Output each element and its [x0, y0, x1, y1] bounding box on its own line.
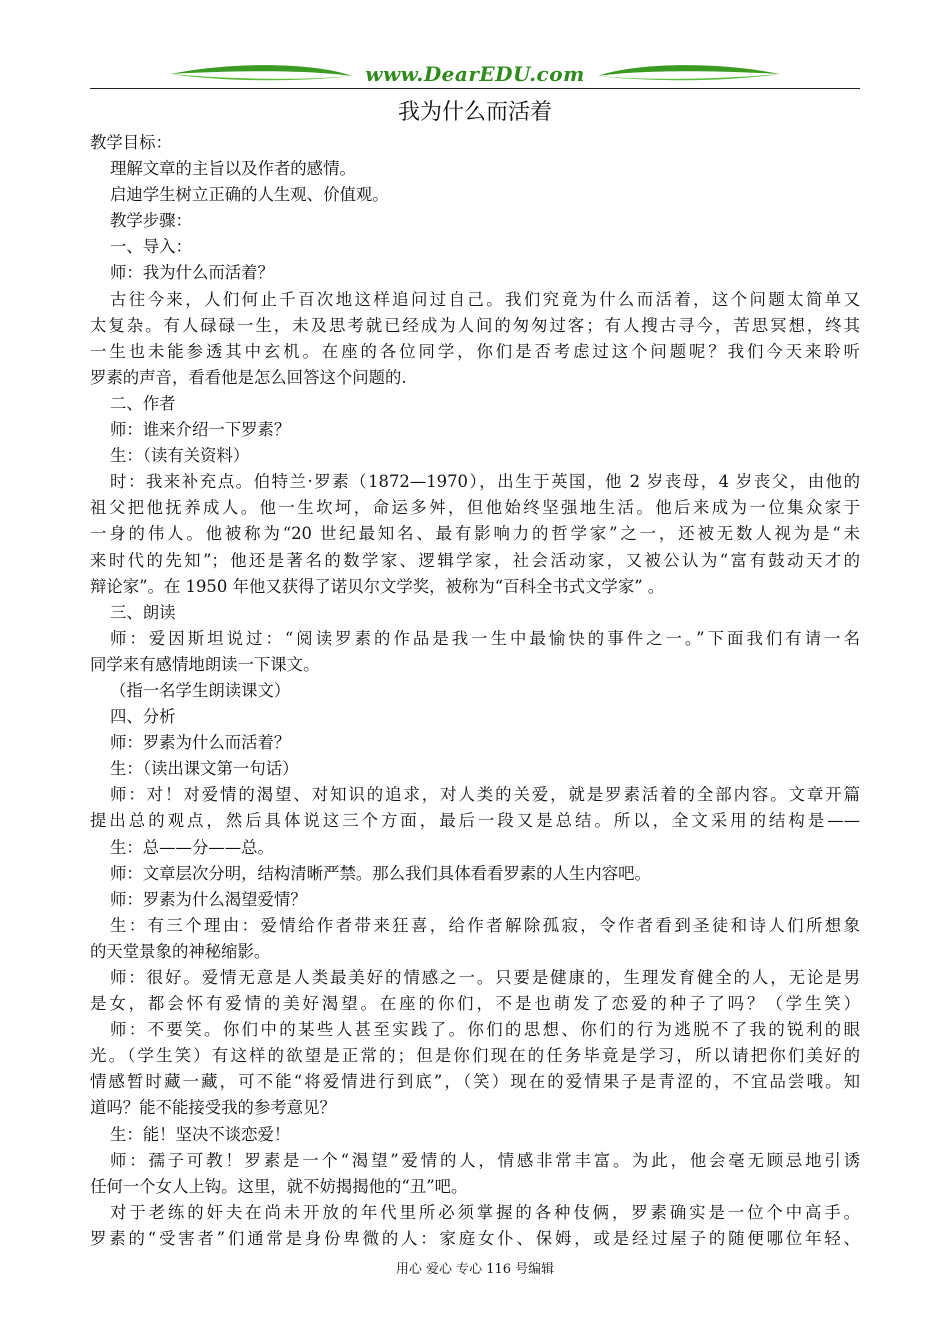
text-line: 来时代的先知”；他还是著名的数学家、逻辑学家，社会活动家，又被公认为“富有鼓动天才的: [90, 550, 860, 570]
text-line: 情感暂时藏一藏，可不能“将爱情进行到底”，（笑）现在的爱情果子是青涩的，不宜品尝哦。知: [90, 1072, 860, 1092]
text-line: 太复杂。有人碌碌一生，未及思考就已经成为人间的匆匆过客；有人搜古寻今，苦思冥想，终其: [90, 315, 860, 335]
text-line: 一、导入：: [110, 237, 192, 257]
text-line: 生：（读出课文第一句话）: [110, 759, 299, 779]
text-line: 师：孺子可教！罗素是一个“渴望”爱情的人，情感非常丰富。为此，他会毫无顾忌地引诱: [110, 1150, 860, 1170]
text-line: 师：文章层次分明，结构清晰严禁。那么我们具体看看罗素的人生内容吧。: [110, 863, 651, 883]
text-line: 祖父把他抚养成人。他一生坎坷，命运多舛，但他始终坚强地生活。他后来成为一位集众家于: [90, 498, 860, 518]
text-line: 道吗？能不能接受我的参考意见？: [90, 1098, 336, 1118]
text-line: 师：谁来介绍一下罗素？: [110, 420, 291, 440]
text-line: 师：很好。爱情无意是人类最美好的情感之一。只要是健康的，生理发育健全的人，无论是男: [110, 968, 860, 987]
text-line: 四、分析: [110, 707, 176, 727]
text-line: 罗素的声音，看看他是怎么回答这个问题的.: [90, 367, 407, 387]
text-line: 二、作者: [110, 393, 176, 413]
text-line: 启迪学生树立正确的人生观、价值观。: [110, 185, 389, 205]
text-line: 教学目标：: [90, 133, 172, 152]
text-line: 教学步骤：: [110, 211, 192, 231]
text-line: 生：能！坚决不谈恋爱！: [110, 1124, 291, 1144]
text-line: （指一名学生朗读课文）: [110, 680, 291, 700]
text-line: 师：我为什么而活着？: [110, 263, 274, 283]
text-line: 师：罗素为什么渴望爱情？: [110, 889, 307, 909]
text-line: 理解文章的主旨以及作者的感情。: [110, 159, 356, 179]
text-line: 任何一个女人上钩。这里，就不妨揭揭他的“丑”吧。: [90, 1176, 468, 1196]
site-header-banner: [90, 58, 860, 90]
text-line: 光。（学生笑）有这样的欲望是正常的；但是你们现在的任务毕竟是学习，所以请把你们美好的: [90, 1046, 860, 1066]
page-footer: 用心 爱心 专心 116 号编辑: [395, 1262, 555, 1277]
text-line: 时：我来补充点。伯特兰·罗素（1872—1970），出生于英国，他 2 岁丧母，4 岁丧父，由他的: [110, 472, 860, 492]
text-line: 古往今来，人们何止千百次地这样追问过自己。我们究竟为什么而活着，这个问题太简单又: [110, 289, 860, 309]
header-divider: [90, 88, 860, 89]
text-line: 辩论家”。在 1950 年他又获得了诺贝尔文学奖，被称为“百科全书式文学家” 。: [90, 576, 665, 596]
text-line: 师：爱因斯坦说过：“阅读罗素的作品是我一生中最愉快的事件之一。”下面我们有请一名: [110, 628, 860, 648]
text-line: 生：有三个理由：爱情给作者带来狂喜，给作者解除孤寂，令作者看到圣徒和诗人们所想象: [110, 915, 860, 935]
document-body: [90, 130, 860, 1252]
site-logo-text: www.DearEDU.com: [365, 62, 585, 86]
text-line: 的天堂景象的神秘缩影。: [90, 941, 271, 961]
text-line: 一身的伟人。他被称为“20 世纪最知名、最有影响力的哲学家”之一，还被无数人视为是“未: [90, 524, 860, 544]
document-title: 我为什么而活着: [397, 100, 552, 125]
text-line: 师：对！对爱情的渴望、对知识的追求，对人类的关爱，就是罗素活着的全部内容。文章开篇: [110, 785, 860, 805]
text-line: 生：总——分——总。: [110, 837, 274, 857]
text-line: 是女，都会怀有爱情的美好渴望。在座的你们，不是也萌发了恋爱的种子了吗？（学生笑）: [90, 994, 860, 1014]
text-line: 生：（读有关资料）: [110, 446, 250, 466]
text-line: 一生也未能参透其中玄机。在座的各位同学，你们是否考虑过这个问题呢？我们今天来聆听: [90, 341, 860, 361]
text-line: 对于老练的奸夫在尚未开放的年代里所必须掌握的各种伎俩，罗素确实是一位个中高手。: [110, 1202, 860, 1222]
text-line: 三、朗读: [110, 602, 176, 622]
text-line: 同学来有感情地朗读一下课文。: [90, 654, 320, 674]
text-line: 师：不要笑。你们中的某些人甚至实践了。你们的思想、你们的行为逃脱不了我的锐利的眼: [110, 1020, 860, 1040]
text-line: 师：罗素为什么而活着？: [110, 733, 291, 753]
text-line: 提出总的观点，然后具体说这三个方面，最后一段又是总结。所以，全文采用的结构是——: [90, 811, 860, 831]
text-line: 罗素的“受害者”们通常是身份卑微的人：家庭女仆、保姆，或是经过屋子的随便哪位年轻、: [90, 1228, 860, 1248]
